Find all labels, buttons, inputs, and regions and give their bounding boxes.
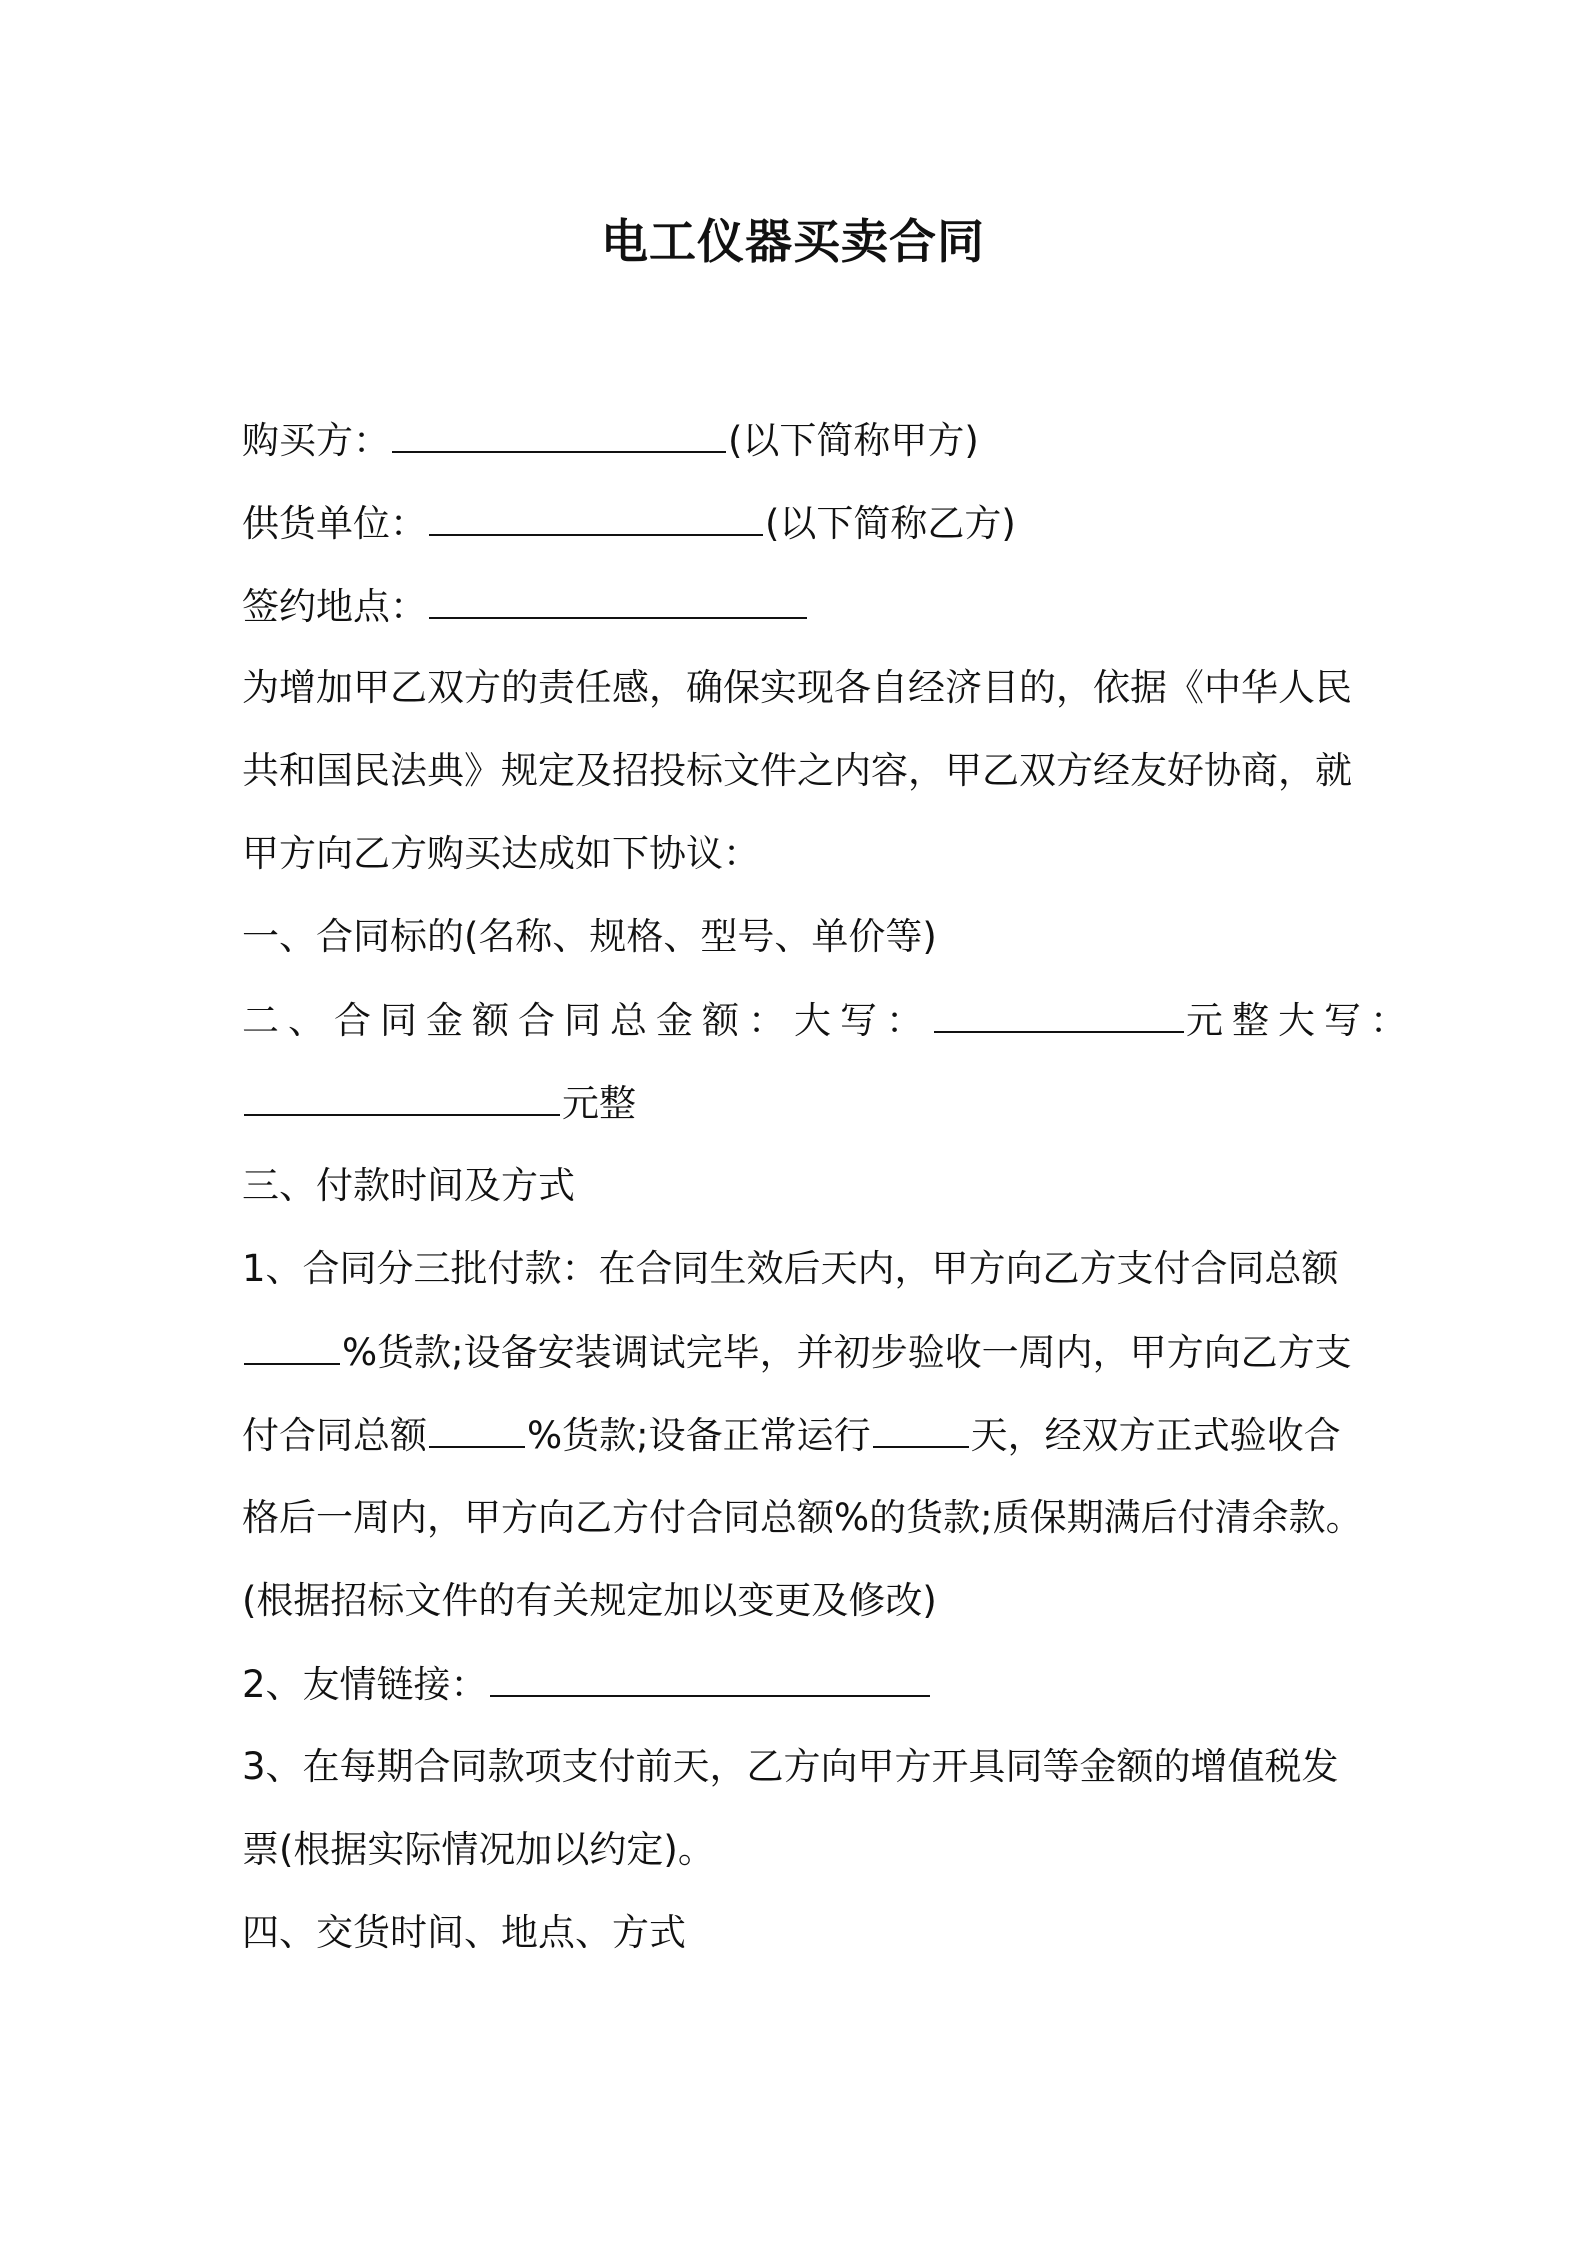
supplier-suffix: (以下简称乙方) bbox=[765, 502, 1016, 545]
section-1-heading: 一、合同标的(名称、规格、型号、单价等) bbox=[242, 915, 937, 958]
intro-line-1: 为增加甲乙双方的责任感，确保实现各自经济目的，依据《中华人民 bbox=[242, 666, 1352, 709]
document-title: 电工仪器买卖合同 bbox=[601, 215, 985, 270]
supplier-line bbox=[242, 498, 1016, 549]
section-2-end: 元整 bbox=[562, 1082, 636, 1125]
section-2-middle: 元整大写： bbox=[1186, 999, 1416, 1042]
signing-place-line bbox=[242, 581, 809, 632]
payment-line-1: 1、合同分三批付款：在合同生效后天内，甲方向乙方支付合同总额 bbox=[242, 1247, 1339, 1290]
link-blank bbox=[490, 1659, 930, 1697]
item-2-label: 2、友情链接： bbox=[242, 1663, 488, 1706]
payment-line-5: (根据招标文件的有关规定加以变更及修改) bbox=[242, 1579, 937, 1622]
payment-line-2-text: %货款;设备安装调试完毕，并初步验收一周内，甲方向乙方支 bbox=[342, 1331, 1352, 1374]
intro-line-3: 甲方向乙方购买达成如下协议： bbox=[242, 832, 760, 875]
payment-line-3-prefix: 付合同总额 bbox=[242, 1414, 427, 1457]
signing-place-label: 签约地点： bbox=[242, 585, 427, 628]
item-3-line-2: 票(根据实际情况加以约定)。 bbox=[242, 1828, 715, 1871]
item-3-line-1: 3、在每期合同款项支付前天，乙方向甲方开具同等金额的增值税发 bbox=[242, 1745, 1339, 1788]
percent-blank-1 bbox=[244, 1327, 340, 1365]
percent-blank-2 bbox=[429, 1410, 525, 1448]
section-2-prefix: 二、合同金额合同总金额：大写： bbox=[242, 999, 932, 1042]
buyer-suffix: (以下简称甲方) bbox=[728, 419, 979, 462]
days-blank bbox=[873, 1410, 969, 1448]
payment-line-3 bbox=[242, 1410, 1341, 1461]
payment-line-2 bbox=[242, 1327, 1352, 1378]
supplier-label: 供货单位： bbox=[242, 502, 427, 545]
supplier-blank bbox=[429, 498, 763, 536]
section-4-heading: 四、交货时间、地点、方式 bbox=[242, 1911, 686, 1954]
amount-blank-2 bbox=[244, 1078, 560, 1116]
signing-place-blank bbox=[429, 581, 807, 619]
item-2-line bbox=[242, 1659, 932, 1710]
payment-line-4: 格后一周内，甲方向乙方付合同总额%的货款;质保期满后付清余款。 bbox=[242, 1496, 1363, 1539]
section-2-line-2 bbox=[242, 1078, 636, 1129]
buyer-blank bbox=[392, 415, 726, 453]
section-3-heading: 三、付款时间及方式 bbox=[242, 1164, 575, 1207]
intro-line-2: 共和国民法典》规定及招投标文件之内容，甲乙双方经友好协商，就 bbox=[242, 749, 1352, 792]
payment-line-3-middle: %货款;设备正常运行 bbox=[527, 1414, 871, 1457]
buyer-label: 购买方： bbox=[242, 419, 390, 462]
payment-line-3-suffix: 天，经双方正式验收合 bbox=[970, 1414, 1341, 1457]
amount-blank-1 bbox=[934, 995, 1184, 1033]
section-2-line bbox=[242, 995, 1416, 1046]
buyer-line bbox=[242, 415, 979, 466]
